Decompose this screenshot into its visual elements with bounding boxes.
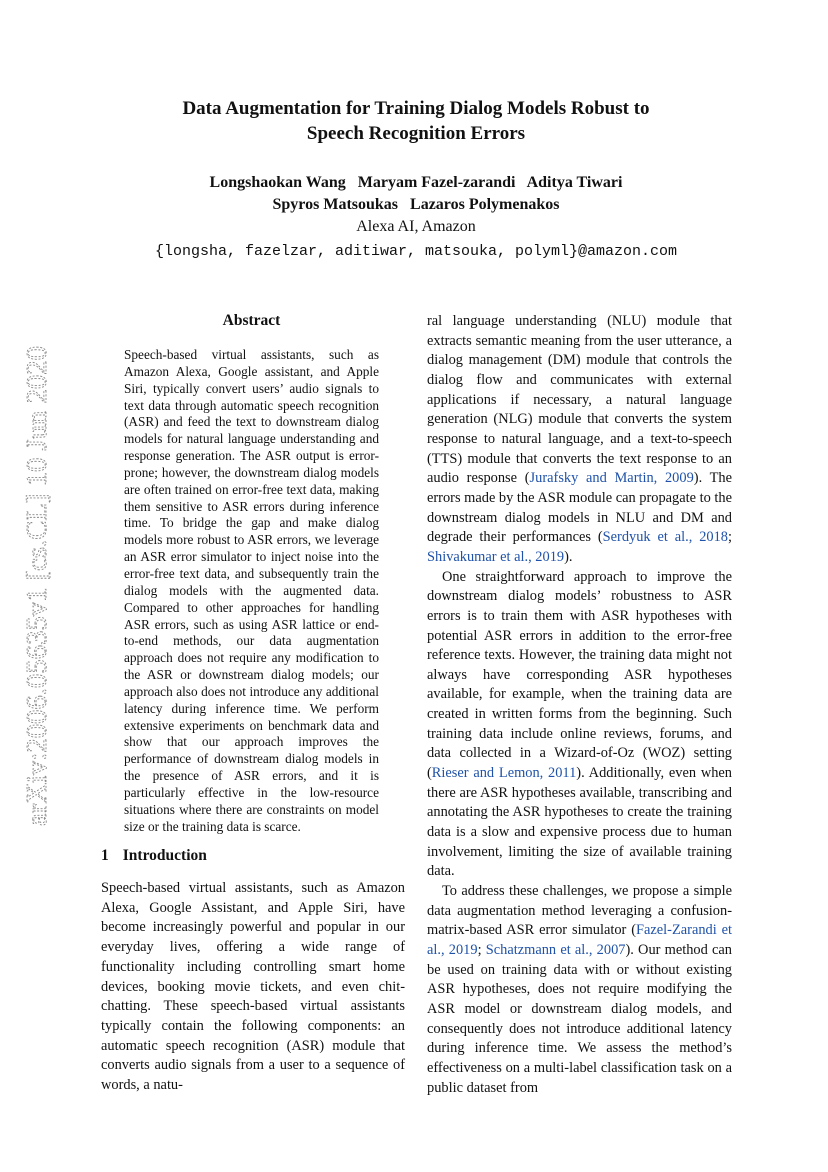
intro-paragraph-1: Speech-based virtual assistants, such as Amazon Alexa, Google Assistant, and Apple Siri, have become increasingly powerful and popular in our everyday lives, offering a wide range of functionality including controlling smart home devices, booking movie tickets, and even chit-chatting. These speech-based virtual assistants typically contain the following components: an automatic speech recognition (ASR) module that converts audio signals from a user to a sequence of words, a natu- [101,880,405,1094]
title-line-1: Data Augmentation for Training Dialog Models Robust to [182,98,650,119]
author-emails: {longsha, fazelzar, aditiwar, matsouka, polyml}@amazon.com [154,243,678,260]
text-run: ). The errors made by the ASR module can propagate to the downstream dialog models in NLU and DM and degrade their performances ( [427,470,732,546]
intro-paragraph-3 [427,882,732,1098]
citation-link[interactable]: Schatzmann et al., 2007 [485,942,626,958]
text-run: ; [727,529,732,546]
affiliation: Alexa AI, Amazon [356,218,476,235]
citation-link[interactable]: Rieser and Lemon, 2011 [431,765,577,782]
citation-link[interactable]: Serdyuk et al., 2018 [602,529,728,546]
author-names-line-2: Spyros Matsoukas Lazaros Polymenakos [272,196,560,213]
intro-paragraph-2 [427,568,732,883]
arxiv-stamp [15,340,55,830]
citation-link[interactable]: Fazel-Zarandi et al., 2019 [427,922,732,958]
section-heading-introduction [101,846,207,866]
text-run: One straightforward approach to improve the downstream dialog models’ robustness to ASR errors is to train them with ASR hypotheses with potential ASR errors in addition to the error-free reference texts. However, the training data might not always have corresponding ASR hypotheses available, for example, when the training data are created in written forms from the beginning. Such training data include online reviews, forums, and data collected in a Wizard-of-Oz (WOZ) setting ( [427,568,732,782]
text-run: To address these challenges, we propose a simple data augmentation method leveraging a confusion-matrix-based ASR error simulator ( [427,883,732,939]
author-block [100,172,732,264]
arxiv-stamp-text: arXiv:2006.05635v1 [cs.CL] 10 Jun 2020 [22,357,53,826]
citation-link[interactable]: Shivakumar et al., 2019 [427,548,565,565]
section-number: 1 [101,847,109,864]
abstract-body: Speech-based virtual assistants, such as Amazon Alexa, Google assistant, and Apple Siri, typically convert users’ audio signals to text data through automatic speech recognition (ASR) and feed the text to downstream dialog models for natural language understanding and response generation. The ASR output is error-prone; however, the downstream dialog models are often trained on error-free text data, making them sensitive to ASR errors during inference time. To bridge the gap and make dialog models more robust to ASR errors, we leverage an ASR error simulator to inject noise into the error-free text data, and subsequently train the dialog models with the augmented data. Compared to other approaches for handling ASR errors, such as using ASR lattice or end-to-end methods, our data augmentation approach does not require any modification to the ASR or downstream dialog models; our approach also does not introduce any additional latency during inference time. We perform extensive experiments on benchmark data and show that our approach improves the performance of downstream dialog models in the presence of ASR errors, and it is particularly effective in the low-resource situations where there are constraints on model size or the training data is scarce. [124,347,379,834]
text-run: ). Our method can be used on training data with or without existing ASR hypotheses, does not require modifying the ASR model or downstream dialog models, and consequently does not introduce additional latency during inference time. We assess the method’s effectiveness on a multi-label classification task on a public dataset from [427,942,732,1096]
section-title: Introduction [122,847,207,864]
text-run: ). Additionally, even when there are ASR hypotheses available, transcribing and annotating the ASR hypotheses to create the training data is a slow and expensive process due to human involvement, limiting the size of available training data. [427,765,732,880]
paper-title [100,96,732,146]
right-column [427,312,732,1098]
author-names-line-1: Longshaokan Wang Maryam Fazel-zarandi Aditya Tiwari [209,174,623,191]
abstract-heading: Abstract [222,312,281,329]
citation-link[interactable]: Jurafsky and Martin, 2009 [529,470,694,487]
text-run: ). [564,548,573,565]
text-run: ; [477,942,486,958]
title-line-2: Speech Recognition Errors [306,123,526,144]
text-run: ral language understanding (NLU) module that extracts semantic meaning from the user utterance, a dialog management (DM) module that controls the dialog flow and communicates with external applications if necessary, a natural language generation (NLG) module that converts the system response to natural language, and a text-to-speech (TTS) module that converts the text response to an audio response ( [427,313,732,487]
intro-paragraph-1-continued [427,312,732,568]
